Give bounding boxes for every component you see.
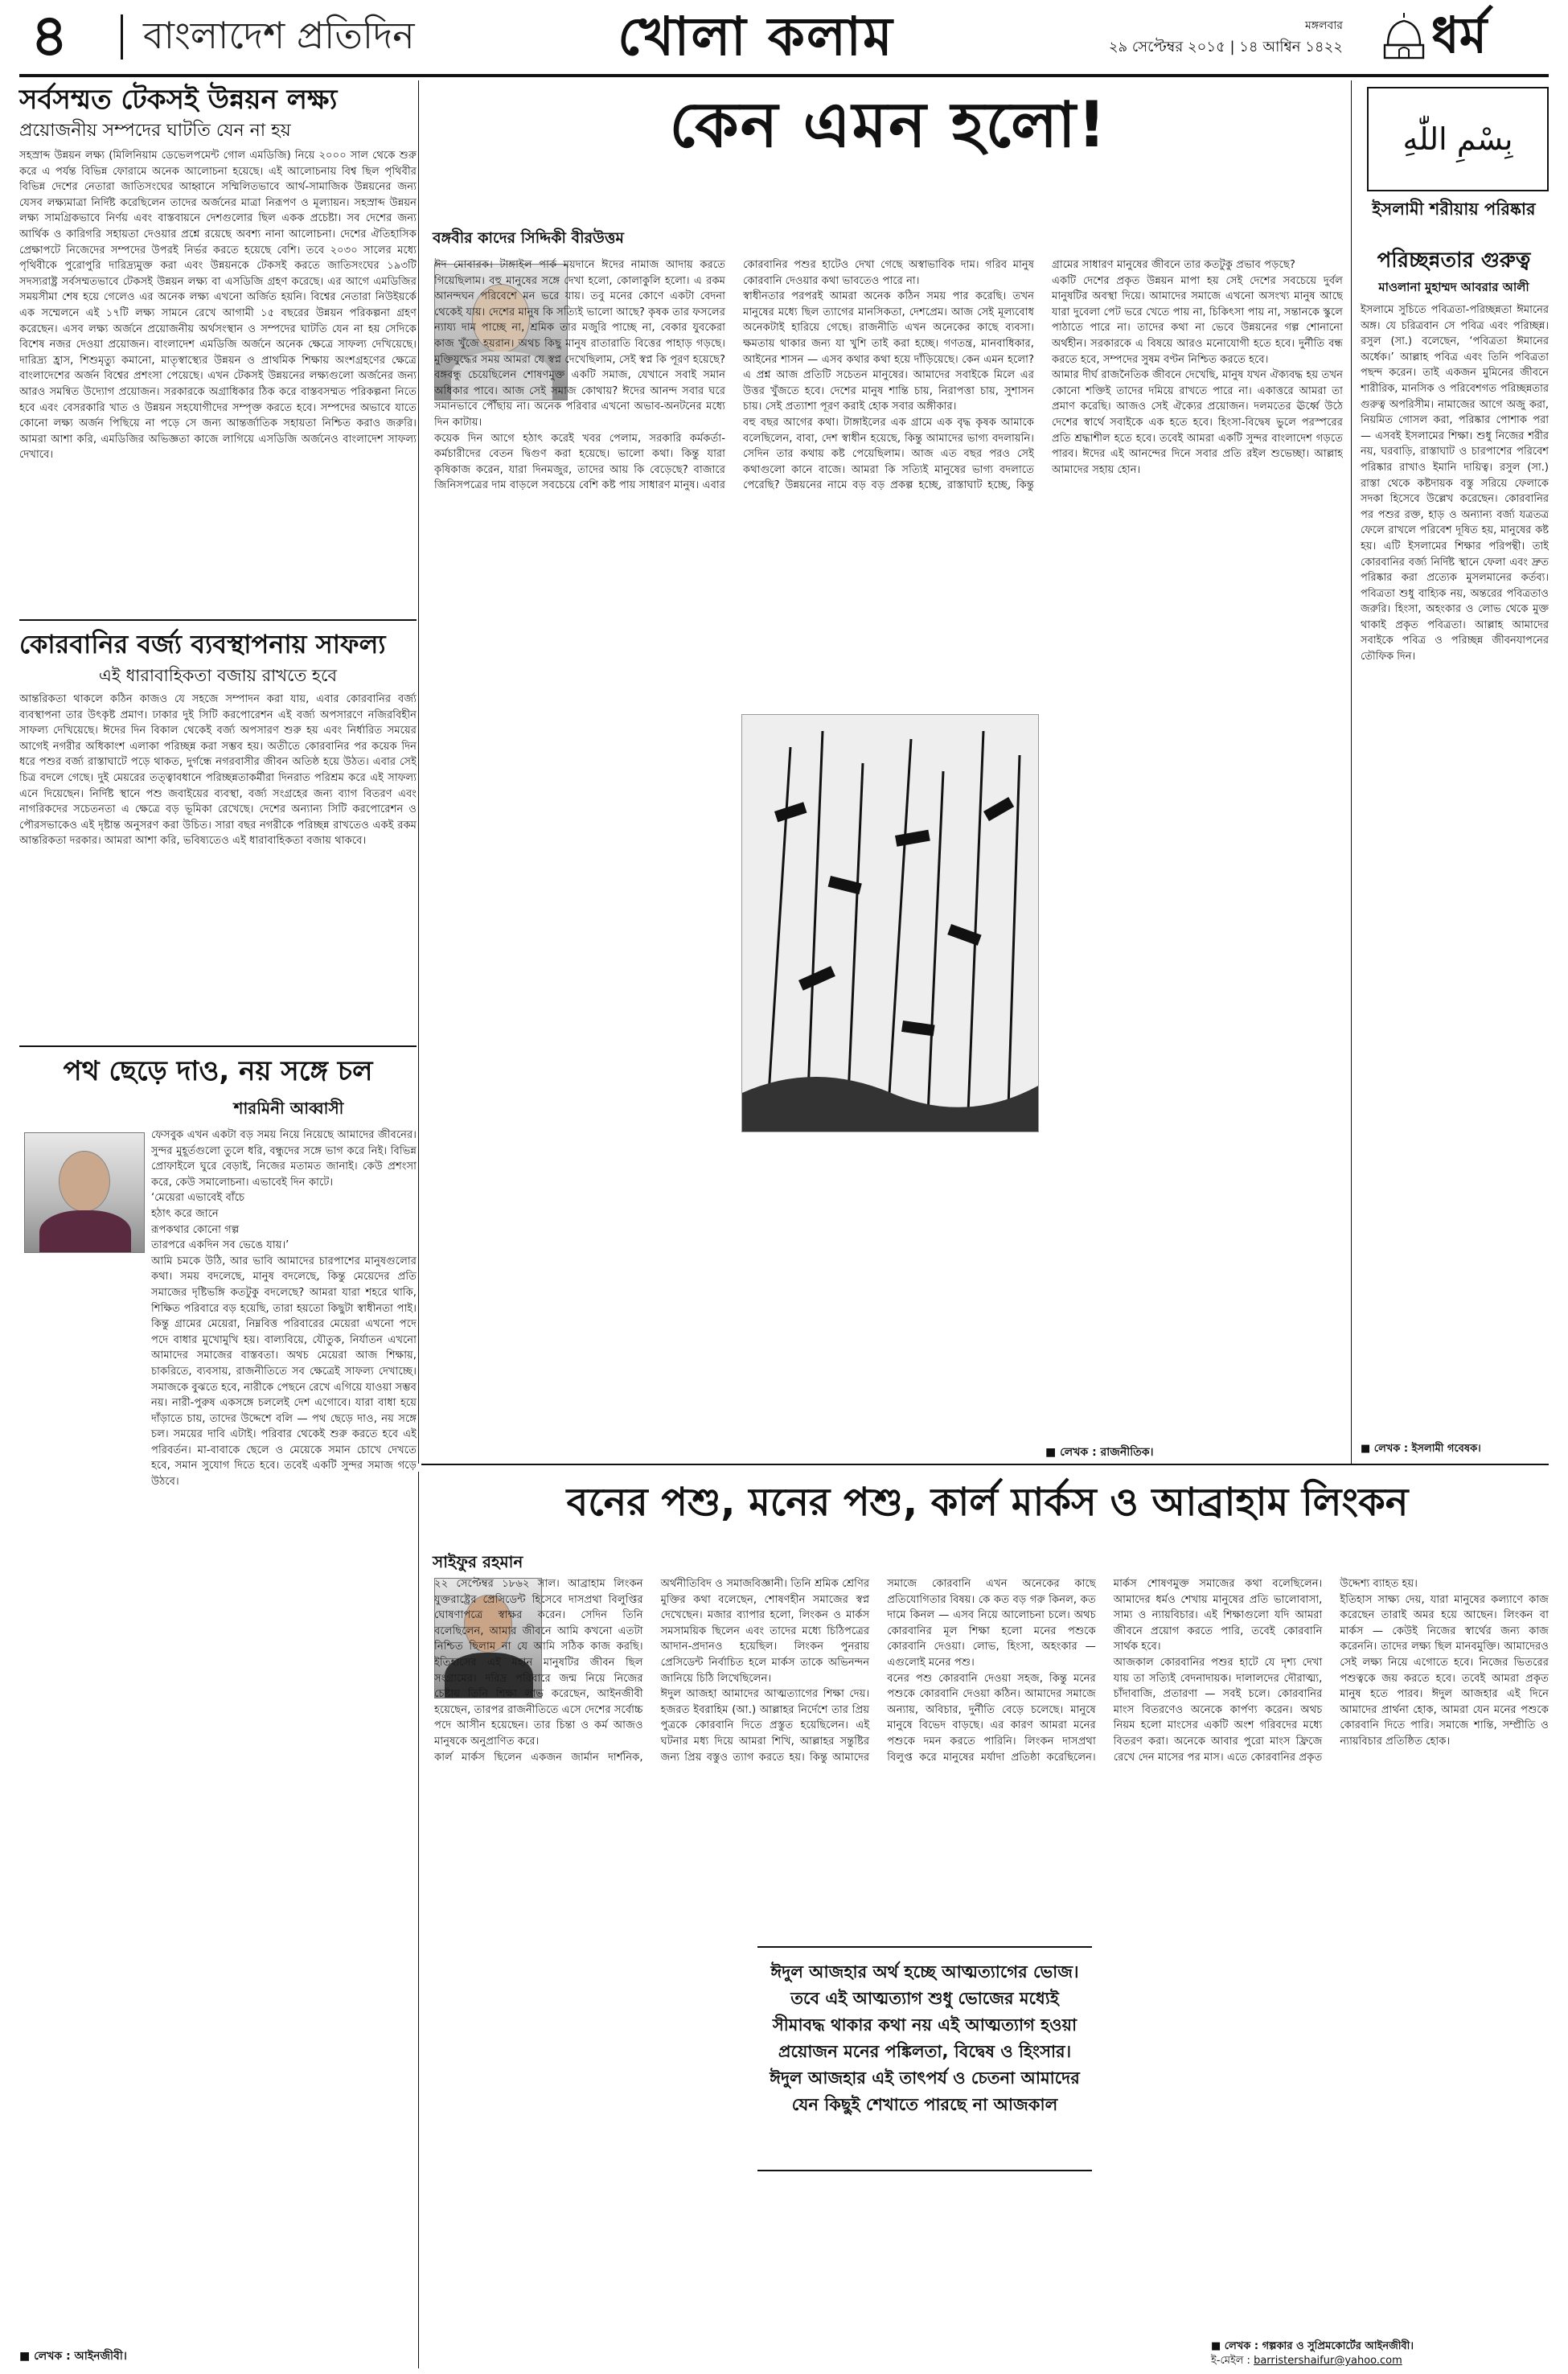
section-title: খোলা কলাম — [618, 6, 894, 68]
masthead-bottom-rule — [19, 74, 1549, 77]
article-author: সাইফুর রহমান — [433, 1552, 523, 1571]
paper-name: বাংলাদেশ প্রতিদিন — [143, 14, 415, 57]
author-credit: ■ লেখক : গল্পকার ও সুপ্রিমকোর্টের আইনজীবী। — [1211, 2340, 1414, 2352]
article-body: ২২ সেপ্টেম্বর ১৮৬২ সাল। আব্রাহাম লিংকন যুক্তরাষ্ট্রের প্রেসিডেন্ট হিসেবে দাসপ্রথা বিলুপ্তির ঘোষণাপত্রে স্বাক্ষর করেন। সেদিন তিনি বলেছিলেন, আমার জীবনে আমি কখনো এতটা নিশ্চিত ছিলাম না যে আমি সঠিক কাজ করছি। ইতিহাসের এই মহান মানুষটির জীবন ছিল সংগ্রামের। দরিদ্র পরিবারে জন্ম নিয়ে নিজের চেষ্টায় তিনি শিক্ষা লাভ করেছেন, আইনজীবী হয়েছেন, তারপর রাজনীতিতে এসে দেশের সর্বোচ্চ পদে আসীন হয়েছেন। তার চিন্তা ও কর্ম আজও মানুষকে অনুপ্রাণিত করে। কার্ল মার্কস ছিলেন একজন জার্মান দার্শনিক, অর্থনীতিবিদ ও সমাজবিজ্ঞানী। তিনি শ্রমিক শ্রেণির মুক্তির কথা বলেছেন, শোষণহীন সমাজের স্বপ্ন দেখেছেন। মজার ব্যাপার হলো, লিংকন ও মার্কস সমসাময়িক ছিলেন এবং তাদের মধ্যে চিঠিপত্রের আদান-প্রদানও হয়েছিল। লিংকন পুনরায় প্রেসিডেন্ট নির্বাচিত হলে মার্কস তাকে অভিনন্দন জানিয়ে চিঠি লিখেছিলেন। ঈদুল আজহা আমাদের আত্মত্যাগের শিক্ষা দেয়। হজরত ইবরাহিম (আ.) আল্লাহর নির্দেশে তার প্রিয় পুত্রকে কোরবানি দিতে প্রস্তুত হয়েছিলেন। এই ঘটনার মধ্য দিয়ে আমরা শিখি, আল্লাহর সন্তুষ্টির জন্য প্রিয় বস্তুও ত্যাগ করতে হয়। কিন্তু আমাদের সমাজে কোরবানি এখন অনেকের কাছে প্রতিযোগিতার বিষয়। কে কত বড় গরু কিনল, কত দামে কিনল — এসব নিয়ে আলোচনা চলে। অথচ কোরবানির মূল শিক্ষা হলো মনের পশুকে কোরবানি দেওয়া। লোভ, হিংসা, অহংকার — এগুলোই মনের পশু। বনের পশু কোরবানি দেওয়া সহজ, কিন্তু মনের পশুকে কোরবানি দেওয়া কঠিন। আমাদের সমাজে অন্যায়, অবিচার, দুর্নীতি বেড়ে চলেছে। মানুষে মানুষে বিভেদ বাড়ছে। এর কারণ আমরা মনের পশুকে দমন করতে পারিনি। লিংকন দাসপ্রথা বিলুপ্ত করে মানুষের মর্যাদা প্রতিষ্ঠা করেছিলেন। মার্কস শোষণমুক্ত সমাজের কথা বলেছিলেন। আমাদের ধর্মও শেখায় মানুষের প্রতি ভালোবাসা, সাম্য ও ন্যায়বিচার। এই শিক্ষাগুলো যদি আমরা জীবনে প্রয়োগ করতে পারি, তবেই কোরবানি সার্থক হবে। আজকাল কোরবানির পশুর হাটে যে দৃশ্য দেখা যায় তা সত্যিই বেদনাদায়ক। দালালদের দৌরাত্ম্য, চাঁদাবাজি, প্রতারণা — সবই চলে। কোরবানির মাংস বিতরণেও অনেকে কার্পণ্য করেন। অথচ নিয়ম হলো মাংসের একটি অংশ গরিবদের মধ্যে বিতরণ করা। অনেকে আবার পুরো মাংস ফ্রিজে রেখে দেন মাসের পর মাস। এতে কোরবানির প্রকৃত উদ্দেশ্য ব্যাহত হয়। ইতিহাস সাক্ষ্য দেয়, যারা মানুষের কল্যাণে কাজ করেছেন তারাই অমর হয়ে আছেন। লিংকন বা মার্কস — কেউই নিজের স্বার্থের জন্য কাজ করেননি। তাদের লক্ষ্য ছিল মানবমুক্তি। আমাদেরও সেই লক্ষ্য নিয়ে এগোতে হবে। নিজের ভিতরের পশুত্বকে জয় করতে হবে। তবেই আমরা প্রকৃত মানুষ হতে পারব। ঈদুল আজহার এই দিনে আমাদের প্রার্থনা হোক, আমরা যেন মনের পশুকে কোরবানি দিতে পারি। সমাজে শান্তি, সম্প্রীতি ও ন্যায়বিচার প্রতিষ্ঠিত হোক। — [434, 1578, 1549, 1764]
section-rule — [421, 1464, 1549, 1465]
section-rule — [19, 1045, 417, 1047]
masthead — [0, 0, 1568, 79]
pull-quote: ঈদুল আজহার অর্থ হচ্ছে আত্মত্যাগের ভোজ। তবে এই আত্মত্যাগ শুধু ভোজের মধ্যেই সীমাবদ্ধ থাকার কথা নয় এই আত্মত্যাগ হওয়া প্রয়োজন মনের পঙ্কিলতা, বিদ্বেষ ও হিংসার। ঈদুল আজহার এই তাৎপর্য ও চেতনা আমাদের যেন কিছুই শেখাতে পারছে না আজকাল — [770, 1962, 1080, 2114]
article-illustration — [741, 714, 1039, 1132]
article-title: পথ ছেড়ে দাও, নয় সঙ্গে চল — [63, 1055, 373, 1087]
author-credit: ■ লেখক : ইসলামী গবেষক। — [1361, 1443, 1481, 1455]
article-title: পরিচ্ছন্নতার গুরুত্ব — [1377, 248, 1531, 273]
article-headline: বনের পশু, মনের পশু, কার্ল মার্কস ও আব্রাহাম লিংকন — [566, 1480, 1409, 1525]
author-credit: ■ লেখক : আইনজীবী। — [19, 2350, 127, 2363]
calligraphy-text: بِسْمِ اللّٰهِ — [1402, 121, 1513, 157]
article-body: আন্তরিকতা থাকলে কঠিন কাজও যে সহজে সম্পাদন করা যায়, এবার কোরবানির বর্জ্য ব্যবস্থাপনা তার উৎকৃষ্ট প্রমাণ। ঢাকার দুই সিটি করপোরেশন এই বর্জ্য অপসারণে নজিরবিহীন সাফল্য দেখিয়েছে। ঈদের দিন বিকাল থেকেই বর্জ্য অপসারণ শুরু হয় এবং নির্ধারিত সময়ের আগেই নগরীর অধিকাংশ এলাকা পরিচ্ছন্ন করা সম্ভব হয়। অতীতে কোরবানির পর কয়েক দিন ধরে পশুর বর্জ্য রাস্তাঘাটে পড়ে থাকত, দুর্গন্ধে নগরবাসীর জীবন অতিষ্ঠ হয়ে উঠত। এবার সেই চিত্র বদলে গেছে। দুই মেয়রের তত্ত্বাবধানে পরিচ্ছন্নতাকর্মীরা দিনরাত পরিশ্রম করে এই সাফল্য এনে দিয়েছেন। নির্দিষ্ট স্থানে পশু জবাইয়ের ব্যবস্থা, বর্জ্য সংগ্রহের জন্য ব্যাগ বিতরণ এবং নাগরিকদের সচেতনতা এ ক্ষেত্রে বড় ভূমিকা রেখেছে। দেশের অন্যান্য সিটি করপোরেশন ও পৌরসভাকেও এই দৃষ্টান্ত অনুসরণ করা উচিত। সারা বছর নগরীকে পরিচ্ছন্ন রাখতেও একই রকম আন্তরিকতা দরকার। আমরা আশা করি, ভবিষ্যতেও এই ধারাবাহিকতা বজায় থাকবে। — [19, 693, 417, 848]
article-headline: কেন এমন হলো! — [669, 89, 1108, 162]
column-rule — [1351, 80, 1352, 1464]
page-number: ৪ — [31, 2, 68, 69]
article-body: ফেসবুক এখন একটা বড় সময় নিয়ে নিয়েছে আমাদের জীবনের। সুন্দর মুহূর্তগুলো তুলে ধরি, বন্ধুদের সঙ্গে ভাগ করে নিই। বিভিন্ন প্রোফাইলে ঘুরে বেড়াই, নিজের মতামত জানাই। কেউ প্রশংসা করে, কেউ সমালোচনা। এভাবেই দিন কাটে। ‘মেয়েরা এভাবেই বাঁচে হঠাৎ করে জানে রূপকথার কোনো গল্প তারপরে একদিন সব ভেঙে যায়।’ আমি চমকে উঠি, আর ভাবি আমাদের চারপাশের মানুষগুলোর কথা। সময় বদলেছে, মানুষ বদলেছে, কিন্তু মেয়েদের প্রতি সমাজের দৃষ্টিভঙ্গি কতটুকু বদলেছে? আমরা যারা শহরে থাকি, শিক্ষিত পরিবারে বড় হয়েছি, তারা হয়তো কিছুটা স্বাধীনতা পাই। কিন্তু গ্রামের মেয়েরা, নিম্নবিত্ত পরিবারের মেয়েরা এখনো পদে পদে বাধার মুখোমুখি হয়। বাল্যবিয়ে, যৌতুক, নির্যাতন এখনো আমাদের সমাজের বাস্তবতা। অথচ মেয়েরা আজ শিক্ষায়, চাকরিতে, ব্যবসায়, রাজনীতিতে সব ক্ষেত্রেই সাফল্য দেখাচ্ছে। সমাজকে বুঝতে হবে, নারীকে পেছনে রেখে এগিয়ে যাওয়া সম্ভব নয়। নারী-পুরুষ একসঙ্গে চললেই দেশ এগোবে। যারা বাধা হয়ে দাঁড়াতে চায়, তাদের উদ্দেশে বলি — পথ ছেড়ে দাও, নয় সঙ্গে চল। সময়ের দাবি এটাই। পরিবার থেকেই শুরু করতে হবে এই পরিবর্তন। মা-বাবাকে ছেলে ও মেয়েকে সমান চোখে দেখতে হবে, সমান সুযোগ দিতে হবে। তবেই একটি সুন্দর সমাজ গড়ে উঠবে। — [151, 1129, 417, 1489]
article-title: সর্বসম্মত টেকসই উন্নয়ন লক্ষ্য — [19, 84, 338, 116]
section-rule — [19, 619, 417, 621]
article-body: সহস্রাব্দ উন্নয়ন লক্ষ্য (মিলিনিয়াম ডেভেলপমেন্ট গোল এমডিজি) নিয়ে ২০০০ সাল থেকে শুরু করে এ পর্যন্ত বিভিন্ন ফোরামে অনেক আলোচনা হয়েছে। এই আলোচনায় বিশ্ব ছিল পৃথিবীর বিভিন্ন দেশের নেতারা জাতিসংঘের আহ্বানে সম্মিলিতভাবে আর্থ-সামাজিক উন্নয়নের জন্য যেসব লক্ষ্যমাত্রা নির্দিষ্ট করেছিলেন তাদের অর্জনের মাত্রা নিরূপণ ও মূল্যায়ন। সহস্রাব্দ উন্নয়ন লক্ষ্য সামগ্রিকভাবে নির্ণয় এবং বাস্তবায়নে দেশগুলোর ছিল একক প্রচেষ্টা। সব দেশের জন্য আর্থিক ও কারিগরি সহায়তা দেওয়ার প্রশ্নে রয়েছে অবশ্য নানা আলোচনা। দেশের ঐতিহাসিক প্রেক্ষাপটে নিজেদের সম্পদের উপরই নির্ভর করতে হয়েছে বেশি। তবে ২০৩০ সালের মধ্যে পৃথিবীকে পুরোপুরি দারিদ্র্যমুক্ত করা এবং উন্নয়নকে টেকসই করতে জাতিসংঘের ১৯৩টি সদস্যরাষ্ট্র সর্বসম্মতভাবে টেকসই উন্নয়ন লক্ষ্য বা এসডিজি গ্রহণ করেছে। এর আগে এমডিজির সময়সীমা শেষ হয়ে গেলেও এর অনেক লক্ষ্য এখনো অর্জিত হয়নি। বিশ্বের নেতারা নিউইয়র্কে এক সম্মেলনে এই ১৭টি লক্ষ্য সামনে রেখে আগামী ১৫ বছরের উন্নয়ন পরিকল্পনা গ্রহণ করেছেন। এসব লক্ষ্য অর্জনে প্রয়োজনীয় অর্থসংস্থান ও সম্পদের ঘাটতি যেন না হয় সেদিকে বিশেষ নজর দেওয়া প্রয়োজন। বাংলাদেশ এমডিজি অর্জনে অনেক ক্ষেত্রে সাফল্য দেখিয়েছে। দারিদ্র্য হ্রাস, শিশুমৃত্যু কমানো, মাতৃস্বাস্থ্যের উন্নয়ন ও প্রাথমিক শিক্ষায় অংশগ্রহণের ক্ষেত্রে বাংলাদেশের অর্জন বিশ্বের প্রশংসা পেয়েছে। এখন টেকসই উন্নয়নের লক্ষ্যগুলো অর্জনের জন্য আরও সমন্বিত উদ্যোগ প্রয়োজন। সরকারকে অগ্রাধিকার ঠিক করে বাস্তবসম্মত পরিকল্পনা নিতে হবে এবং বেসরকারি খাত ও উন্নয়ন সহযোগীদের সম্পৃক্ত করতে হবে। সম্পদের অভাবে যাতে কোনো লক্ষ্য অর্জন পিছিয়ে না পড়ে সে জন্য আন্তর্জাতিক সহায়তা নিশ্চিত করাও জরুরি। আমরা আশা করি, এমডিজির অভিজ্ঞতা কাজে লাগিয়ে এসডিজি অর্জনেও বাংলাদেশ সাফল্য দেখাবে। — [19, 150, 417, 462]
religion-tag: ধর্ম — [1431, 6, 1488, 64]
article-author: মাওলানা মুহাম্মদ আবরার আলী — [1378, 280, 1529, 294]
calligraphy-emblem — [1367, 87, 1549, 191]
author-credit: ■ লেখক : রাজনীতিক। — [1045, 1446, 1154, 1459]
article-kicker: ইসলামী শরীয়ায় পরিষ্কার — [1372, 199, 1536, 219]
article-subtitle: এই ধারাবাহিকতা বজায় রাখতে হবে — [98, 666, 338, 685]
article-body: ইসলামে সুচিতে পবিত্রতা-পরিচ্ছন্নতা ঈমানের অঙ্গ। যে চরিত্রবান সে পবিত্র এবং পরিচ্ছন্ন। রসুল (সা.) বলেছেন, ‘পবিত্রতা ঈমানের অর্ধেক।’ আল্লাহ পবিত্র এবং তিনি পবিত্রতা পছন্দ করেন। তাই একজন মুমিনের জীবনে শারীরিক, মানসিক ও পরিবেশগত পরিচ্ছন্নতার গুরুত্ব অপরিসীম। নামাজের আগে অজু করা, নিয়মিত গোসল করা, পরিষ্কার পোশাক পরা — এসবই ইসলামের শিক্ষা। শুধু নিজের শরীর নয়, ঘরবাড়ি, রাস্তাঘাট ও চারপাশের পরিবেশ পরিষ্কার রাখাও ইমানি দায়িত্ব। রসুল (সা.) রাস্তা থেকে কষ্টদায়ক বস্তু সরিয়ে ফেলাকে সদকা হিসেবে উল্লেখ করেছেন। কোরবানির পর পশুর রক্ত, হাড় ও অন্যান্য বর্জ্য যত্রতত্র ফেলে রাখলে পরিবেশ দূষিত হয়, মানুষের কষ্ট হয়। এটি ইসলামের শিক্ষার পরিপন্থী। তাই কোরবানির বর্জ্য নির্দিষ্ট স্থানে ফেলা এবং দ্রুত পরিষ্কার করা প্রত্যেক মুসলমানের কর্তব্য। পবিত্রতা শুধু বাহ্যিক নয়, অন্তরের পবিত্রতাও জরুরি। হিংসা, অহংকার ও লোভ থেকে মুক্ত থাকাই প্রকৃত পবিত্রতা। আল্লাহ আমাদের সবাইকে পবিত্র ও পরিচ্ছন্ন জীবনযাপনের তৌফিক দিন। — [1361, 304, 1549, 663]
column-rule — [418, 80, 419, 1464]
email-link[interactable]: barristershaifur@yahoo.com — [1254, 2355, 1402, 2367]
article-body: ঈদ মোবারক। টাঙ্গাইল পার্ক ময়দানে ঈদের নামাজ আদায় করতে গিয়েছিলাম। বহু মানুষের সঙ্গে দেখা হলো, কোলাকুলি হলো। এ রকম আনন্দঘন পরিবেশে মন ভরে যায়। তবু মনের কোণে একটা বেদনা থেকেই যায়। দেশের মানুষ কি সত্যিই ভালো আছে? কৃষক তার ফসলের ন্যায্য দাম পাচ্ছে না, শ্রমিক তার মজুরি পাচ্ছে না, বেকার যুবকেরা কাজ খুঁজে হয়রান। অথচ কিছু মানুষ রাতারাতি বিত্তের পাহাড় গড়ছে। মুক্তিযুদ্ধের সময় আমরা যে স্বপ্ন দেখেছিলাম, সেই স্বপ্ন কি পূরণ হয়েছে? বঙ্গবন্ধু চেয়েছিলেন শোষণমুক্ত একটি সমাজ, যেখানে সবাই সমান অধিকার পাবে। আজ সেই সমাজ কোথায়? ঈদের আনন্দ সবার ঘরে সমানভাবে পৌঁছায় না। অনেক পরিবার এখনো অভাব-অনটনের মধ্যে দিন কাটায়। কয়েক দিন আগে হঠাৎ করেই খবর পেলাম, সরকারি কর্মকর্তা-কর্মচারীদের বেতন দ্বিগুণ করা হয়েছে। ভালো কথা। কিন্তু যারা কৃষিকাজ করেন, যারা দিনমজুর, তাদের আয় কি বেড়েছে? বাজারে জিনিসপত্রের দাম বাড়লে সবচেয়ে বেশি কষ্ট পায় সাধারণ মানুষ। এবার কোরবানির পশুর হাটেও দেখা গেছে অস্বাভাবিক দাম। গরিব মানুষ কোরবানি দেওয়ার কথা ভাবতেও পারে না। স্বাধীনতার পরপরই আমরা অনেক কঠিন সময় পার করেছি। তখন মানুষের মধ্যে ছিল ত্যাগের মানসিকতা, দেশপ্রেম। আজ সেই মূল্যবোধ অনেকটাই হারিয়ে গেছে। রাজনীতি এখন অনেকের কাছে ব্যবসা। ক্ষমতায় থাকার জন্য যা খুশি তাই করা হচ্ছে। গণতন্ত্র, মানবাধিকার, আইনের শাসন — এসব কথার কথা হয়ে দাঁড়িয়েছে। কেন এমন হলো? এ প্রশ্ন আজ প্রতিটি সচেতন মানুষের। আমাদের সবাইকে মিলে এর উত্তর খুঁজতে হবে। দেশের মানুষ শান্তি চায়, নিরাপত্তা চায়, সুশাসন চায়। সেই প্রত্যাশা পূরণ করাই হোক সবার অঙ্গীকার। বহু বছর আগের কথা। টাঙ্গাইলের এক গ্রামে এক বৃদ্ধ কৃষক আমাকে বলেছিলেন, বাবা, দেশ স্বাধীন হয়েছে, কিন্তু আমাদের ভাগ্য বদলায়নি। সেদিন তার কথায় কষ্ট পেয়েছিলাম। আজ এত বছর পরও সেই কথাগুলো কানে বাজে। আমরা কি সত্যিই মানুষের ভাগ্য বদলাতে পেরেছি? উন্নয়নের নামে বড় বড় প্রকল্প হচ্ছে, রাস্তাঘাট হচ্ছে, কিন্তু গ্রামের সাধারণ মানুষের জীবনে তার কতটুকু প্রভাব পড়ছে? একটি দেশের প্রকৃত উন্নয়ন মাপা হয় সেই দেশের সবচেয়ে দুর্বল মানুষটির অবস্থা দিয়ে। আমাদের সমাজে এখনো অসংখ্য মানুষ আছে যারা দুবেলা পেট ভরে খেতে পায় না, চিকিৎসা পায় না, সন্তানকে স্কুলে পাঠাতে পারে না। তাদের কথা না ভেবে উন্নয়নের গল্প শোনানো অর্থহীন। সরকারকে এ বিষয়ে আরও মনোযোগী হতে হবে। দুর্নীতি বন্ধ করতে হবে, সম্পদের সুষম বণ্টন নিশ্চিত করতে হবে। আমার দীর্ঘ রাজনৈতিক জীবনে দেখেছি, মানুষ যখন ঐক্যবদ্ধ হয় তখন কোনো শক্তিই তাদের দমিয়ে রাখতে পারে না। একাত্তরে আমরা তা প্রমাণ করেছি। আজও সেই ঐক্যের প্রয়োজন। দলমতের ঊর্ধ্বে উঠে দেশের স্বার্থে সবাইকে এক হতে হবে। হিংসা-বিদ্বেষ ভুলে পরস্পরের প্রতি শ্রদ্ধাশীল হতে হবে। তবেই আমরা একটি সুন্দর বাংলাদেশ গড়তে পারব। ঈদের এই আনন্দের দিনে সবার প্রতি রইল শুভেচ্ছা। আল্লাহ আমাদের সহায় হোন। — [434, 259, 1343, 492]
pull-quote-box — [757, 1946, 1092, 2171]
article-author: শারমিনী আব্বাসী — [233, 1099, 344, 1118]
email-label: ই-মেইল : — [1211, 2355, 1250, 2367]
article-subtitle: প্রয়োজনীয় সম্পদের ঘাটতি যেন না হয় — [19, 121, 291, 141]
column-rule — [418, 1472, 419, 2368]
weekday: মঙ্গলবার — [1304, 19, 1343, 32]
mosque-icon — [1381, 13, 1426, 61]
article-title: কোরবানির বর্জ্য ব্যবস্থাপনায় সাফল্য — [19, 629, 386, 659]
date-line: ২৯ সেপ্টেম্বর ২০১৫ | ১৪ আশ্বিন ১৪২২ — [1108, 39, 1343, 55]
masthead-divider — [121, 14, 123, 60]
article-author: বঙ্গবীর কাদের সিদ্দিকী বীরউত্তম — [433, 229, 624, 247]
author-email — [1211, 2353, 1549, 2370]
